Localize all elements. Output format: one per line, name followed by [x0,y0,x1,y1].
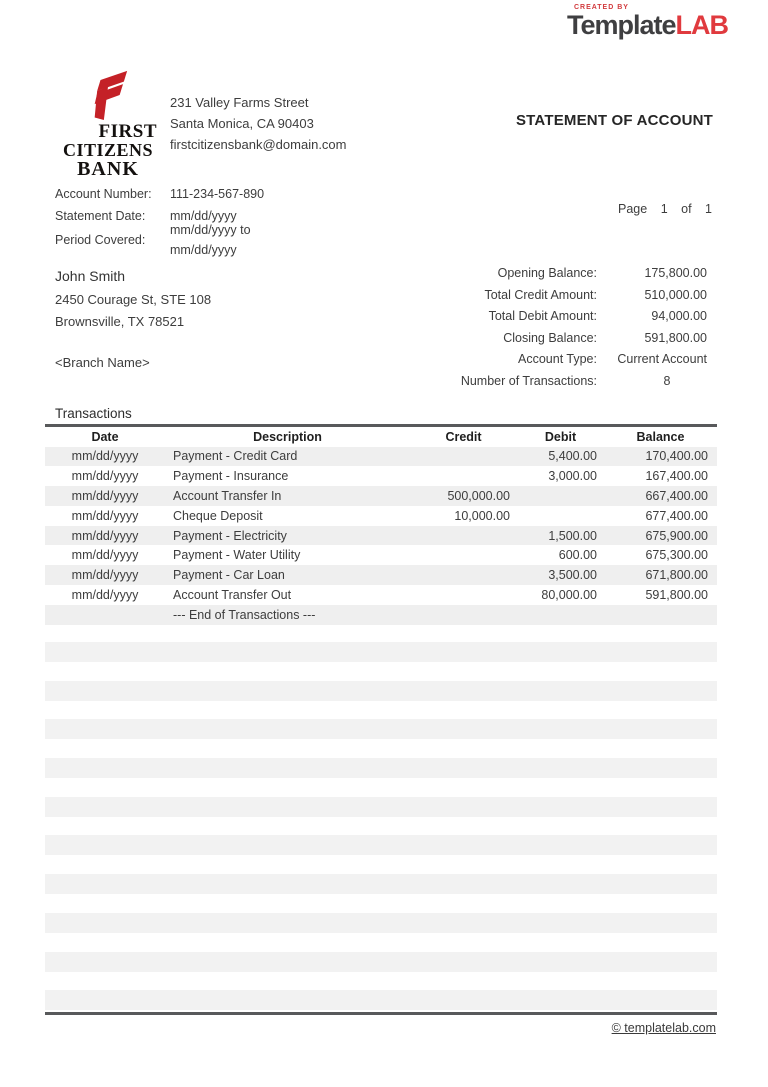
footer-divider [45,1012,717,1015]
empty-row-stripe [45,874,717,894]
page-of-label: of [681,202,692,216]
bank-logo [55,70,161,179]
tx-description: Payment - Electricity [173,528,287,543]
tx-date: mm/dd/yyyy [71,508,139,523]
table-row [45,486,717,506]
tx-description: Payment - Insurance [173,469,289,484]
account-number-value: 111-234-567-890 [170,187,265,201]
summary-row-total-credit [420,288,707,310]
empty-row-stripe [45,952,717,972]
tx-balance: 170,400.00 [645,449,708,464]
transactions-header-row [45,426,717,447]
total-credit-value: 510,000.00 [644,287,707,302]
created-by-label: CREATED BY [573,4,629,11]
empty-row-stripe [45,642,717,662]
total-debit-value: 94,000.00 [651,309,707,324]
col-header-balance: Balance [636,429,685,444]
table-row [45,585,717,605]
page-indicator [618,202,712,216]
total-credit-label: Total Credit Amount: [484,287,597,302]
closing-balance-label: Closing Balance: [503,330,597,345]
summary-row-closing-balance [420,331,707,353]
summary-row-transaction-count [420,374,707,396]
bank-name-line1: FIRST [98,121,157,142]
tx-debit: 5,400.00 [548,449,597,464]
tx-debit: 1,500.00 [548,528,597,543]
table-row [45,506,717,526]
customer-address-line2: Brownsville, TX 78521 [55,314,185,329]
col-header-debit: Debit [544,429,577,444]
opening-balance-label: Opening Balance: [497,266,597,280]
table-row [45,466,717,486]
transaction-count-label: Number of Transactions: [460,373,597,388]
tx-date: mm/dd/yyyy [71,449,139,464]
tx-debit: 600.00 [558,548,597,563]
tx-description: Payment - Car Loan [173,568,285,583]
bank-email: firstcitizensbank@domain.com [170,137,347,152]
tx-date: mm/dd/yyyy [71,488,139,503]
page-total: 1 [705,202,712,216]
period-covered-value-line1: mm/dd/yyyy to [170,223,251,237]
table-row [45,565,717,585]
summary-row-opening-balance [420,266,707,288]
tx-description: Account Transfer In [173,488,282,503]
tx-credit [410,565,517,585]
opening-balance-value: 175,800.00 [644,266,707,280]
tx-debit: 3,500.00 [548,568,597,583]
empty-row-stripe [45,719,717,739]
tx-debit [517,506,604,526]
branch-name-placeholder: <Branch Name> [55,355,150,370]
bank-street: 231 Valley Farms Street [170,95,309,110]
customer-name: John Smith [55,268,126,284]
tx-credit [410,545,517,565]
tx-credit [410,526,517,546]
tx-credit [410,585,517,605]
tx-description: Payment - Credit Card [173,449,298,464]
tx-date: mm/dd/yyyy [71,548,139,563]
empty-row-stripe [45,758,717,778]
empty-row-stripe [45,681,717,701]
tx-balance: 671,800.00 [645,568,708,583]
period-covered-value-line2: mm/dd/yyyy [170,243,237,257]
tx-balance: 675,900.00 [645,528,708,543]
tx-credit: 10,000.00 [454,508,510,523]
tx-credit [410,447,517,467]
empty-row-stripe [45,797,717,817]
table-row [45,526,717,546]
end-of-transactions-row [45,605,717,625]
tx-debit: 80,000.00 [541,587,597,602]
total-debit-label: Total Debit Amount: [488,309,597,324]
bank-city: Santa Monica, CA 90403 [170,116,314,131]
tx-description: Payment - Water Utility [173,548,301,563]
tx-balance: 667,400.00 [645,488,708,503]
tx-debit: 3,000.00 [548,469,597,484]
templatelab-logo-template-text: Template [566,10,676,40]
summary-row-total-debit [420,309,707,331]
tx-description: Cheque Deposit [173,508,263,523]
tx-credit [410,466,517,486]
tx-balance: 591,800.00 [645,587,708,602]
table-row [45,545,717,565]
statement-date-value: mm/dd/yyyy [170,209,237,223]
page-number: 1 [660,202,668,216]
empty-row-stripe [45,835,717,855]
col-header-credit: Credit [445,429,482,444]
page-label: Page [618,202,648,216]
tx-debit [517,486,604,506]
account-type-value: Current Account [617,352,707,367]
summary-row-account-type [420,352,707,374]
period-covered-label: Period Covered: [55,233,146,247]
transaction-count-value: 8 [663,373,671,388]
tx-date: mm/dd/yyyy [71,528,139,543]
bank-name-line3: BANK [77,158,139,180]
page-title: STATEMENT OF ACCOUNT [515,112,713,129]
bank-flag-icon [85,70,131,120]
transactions-table [45,424,717,625]
bank-name [55,122,161,179]
tx-date: mm/dd/yyyy [71,469,139,484]
closing-balance-value: 591,800.00 [644,330,707,345]
statement-date-label: Statement Date: [55,209,146,223]
transactions-section-title: Transactions [55,406,132,421]
table-row [45,447,717,467]
empty-row-stripe [45,913,717,933]
tx-date: mm/dd/yyyy [71,587,139,602]
bank-address-block [170,92,346,155]
col-header-date: Date [91,429,119,444]
empty-row-stripes [45,642,717,1029]
tx-credit: 500,000.00 [447,488,510,503]
templatelab-logo-lab-text: LAB [675,10,728,40]
account-summary [420,266,707,396]
bank-name-line2: CITIZENS [62,140,154,160]
tx-description: Account Transfer Out [173,587,292,602]
templatelab-footer-link[interactable]: © templatelab.com [611,1021,716,1035]
end-of-transactions-note: --- End of Transactions --- [173,607,316,622]
templatelab-logo [567,4,728,39]
tx-balance: 677,400.00 [645,508,708,523]
tx-balance: 167,400.00 [645,469,708,484]
account-number-label: Account Number: [55,187,152,201]
customer-address-line1: 2450 Courage St, STE 108 [55,292,212,307]
tx-date: mm/dd/yyyy [71,568,139,583]
account-type-label: Account Type: [518,352,597,367]
tx-balance: 675,300.00 [645,548,708,563]
col-header-description: Description [253,429,322,444]
empty-row-stripe [45,990,717,1010]
